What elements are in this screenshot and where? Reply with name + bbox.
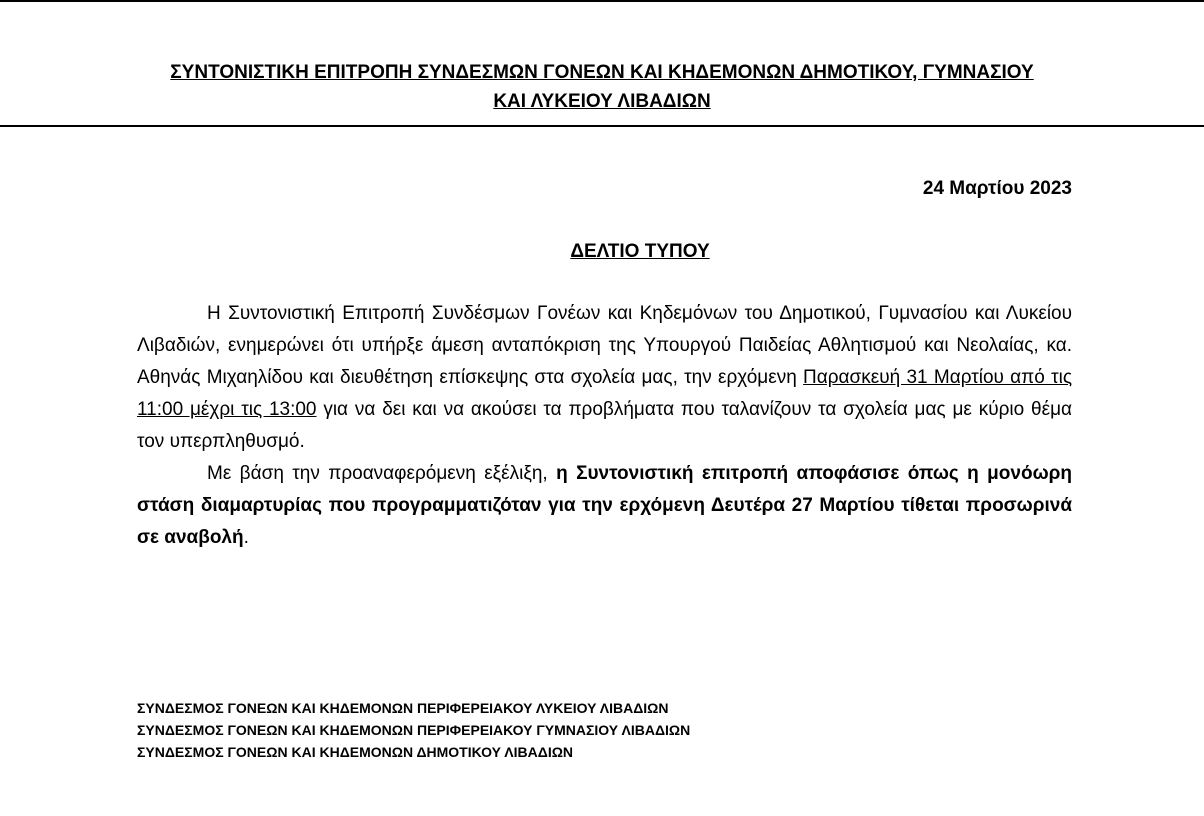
document-date: 24 Μαρτίου 2023 — [922, 178, 1072, 199]
signatures-block — [137, 697, 690, 763]
paragraph-1-text-start: Η Συντονιστική Επιτροπή Συνδέσμων Γονέων και Κηδεμόνων του Δημοτικού, Γυμνασίου και Λυκείου Λιβαδιών, ενημερώνει ότι υπήρξε άμεση ανταπόκριση της Υπουργού Παιδείας Αθλητισμού και Νεολαίας, κα. Αθηνάς Μιχαηλίδου και διευθέτηση επίσκεψης στα σχολεία μας, την ερχόμενη — [137, 303, 1072, 388]
paragraph-2-text-end: . — [243, 527, 249, 548]
top-border-rule — [0, 0, 1204, 2]
document-title: ΔΕΛΤΙΟ ΤΥΠΟΥ — [570, 241, 710, 262]
letterhead — [100, 58, 1104, 116]
visit-date-time: Παρασκευή 31 Μαρτίου από τις 11:00 μέχρι τις 13:00 — [137, 367, 1072, 420]
letterhead-divider — [0, 125, 1204, 127]
decision-statement: η Συντονιστική επιτροπή αποφάσισε όπως η μονόωρη στάση διαμαρτυρίας που προγραμματιζόταν για την ερχόμενη Δευτέρα 27 Μαρτίου τίθεται προσωρινά σε αναβολή — [137, 463, 1072, 548]
paragraph-decision — [137, 458, 1072, 554]
letterhead-line-2: ΚΑΙ ΛΥΚΕΙΟΥ ΛΙΒΑΔΙΩΝ — [493, 91, 711, 112]
signature-lyceum: ΣΥΝΔΕΣΜΟΣ ΓΟΝΕΩΝ ΚΑΙ ΚΗΔΕΜΟΝΩΝ ΠΕΡΙΦΕΡΕΙΑΚΟΥ ΛΥΚΕΙΟΥ ΛΙΒΑΔΙΩΝ — [137, 700, 669, 716]
document-body — [137, 298, 1072, 554]
paragraph-1-text-end: για να δει και να ακούσει τα προβλήματα που ταλανίζουν τα σχολεία μας με κύριο θέμα τον υπερπληθυσμό. — [137, 399, 1073, 452]
signature-gymnasium: ΣΥΝΔΕΣΜΟΣ ΓΟΝΕΩΝ ΚΑΙ ΚΗΔΕΜΟΝΩΝ ΠΕΡΙΦΕΡΕΙΑΚΟΥ ΓΥΜΝΑΣΙΟΥ ΛΙΒΑΔΙΩΝ — [137, 722, 691, 738]
paragraph-announcement — [137, 298, 1072, 458]
signature-primary: ΣΥΝΔΕΣΜΟΣ ΓΟΝΕΩΝ ΚΑΙ ΚΗΔΕΜΟΝΩΝ ΔΗΜΟΤΙΚΟΥ ΛΙΒΑΔΙΩΝ — [137, 744, 574, 760]
paragraph-2-text-start: Με βάση την προαναφερόμενη εξέλιξη, — [207, 463, 557, 484]
letterhead-line-1: ΣΥΝΤΟΝΙΣΤΙΚΗ ΕΠΙΤΡΟΠΗ ΣΥΝΔΕΣΜΩΝ ΓΟΝΕΩΝ ΚΑΙ ΚΗΔΕΜΟΝΩΝ ΔΗΜΟΤΙΚΟΥ, ΓΥΜΝΑΣΙΟΥ — [170, 62, 1034, 83]
